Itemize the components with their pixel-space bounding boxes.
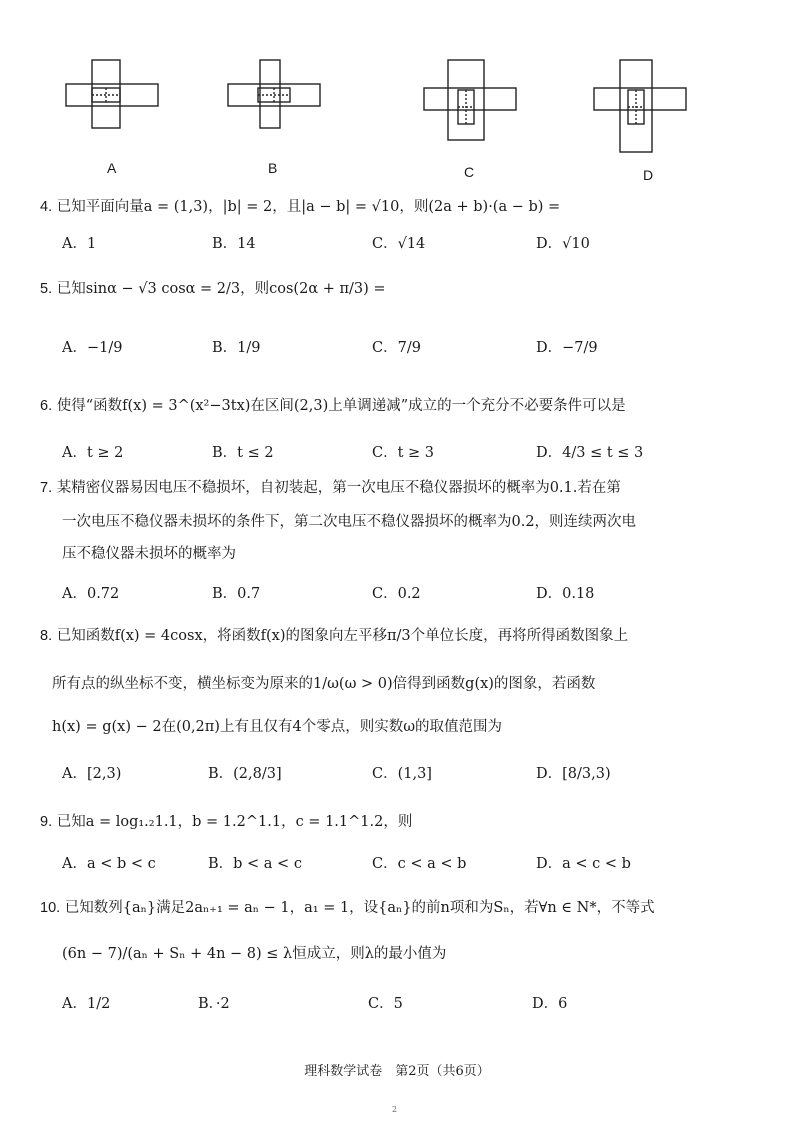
option-b: B．t ≤ 2 <box>212 445 274 461</box>
question-text-line: h(x) = g(x) − 2在(0,2π)上有且仅有4个零点，则实数ω的取值范围为 <box>52 719 503 735</box>
option-d: D．0.18 <box>536 586 595 602</box>
option-c: C．c < a < b <box>372 856 467 872</box>
figure-a <box>62 58 162 130</box>
figure-label: D <box>643 167 654 183</box>
question-text: 已知平面向量a = (1,3)，|b| = 2，且|a − b| = √10，则(2a + b)·(a − b) = <box>56 199 561 215</box>
question-text-line: 所有点的纵坐标不变，横坐标变为原来的1/ω(ω > 0)倍得到函数g(x)的图象，若函数 <box>52 676 596 692</box>
option-a: A．−1/9 <box>62 340 123 356</box>
question-10: 10. 已知数列{aₙ}满足2aₙ₊₁ = aₙ − 1，a₁ = 1，设{aₙ}的前n项和为Sₙ，若∀n ∈ N*，不等式 <box>40 900 655 916</box>
option-d: D．6 <box>532 996 568 1012</box>
figure-label: A <box>107 160 117 176</box>
option-b: B．0.7 <box>212 586 261 602</box>
option-d: D．4/3 ≤ t ≤ 3 <box>536 445 644 461</box>
option-c: C．(1,3] <box>372 766 432 782</box>
question-text-line: 一次电压不稳仪器未损坏的条件下，第二次电压不稳仪器损坏的概率为0.2，则连续两次电 <box>62 514 637 530</box>
question-5: 5. 已知sinα − √3 cosα = 2/3，则cos(2α + π/3) = <box>40 281 386 297</box>
question-text-line: 已知数列{aₙ}满足2aₙ₊₁ = aₙ − 1，a₁ = 1，设{aₙ}的前n项和为Sₙ，若∀n ∈ N*，不等式 <box>64 900 655 916</box>
option-b: B．(2,8/3] <box>208 766 282 782</box>
question-text: 已知sinα − √3 cosα = 2/3，则cos(2α + π/3) = <box>56 281 386 297</box>
question-text-line: 已知函数f(x) = 4cosx，将函数f(x)的图象向左平移π/3个单位长度，再将所得函数图象上 <box>56 628 629 644</box>
figure-b <box>224 58 324 130</box>
option-c: C．7/9 <box>372 340 421 356</box>
option-b: B．b < a < c <box>208 856 302 872</box>
figure-label: B <box>268 160 278 176</box>
option-a: A．t ≥ 2 <box>62 445 124 461</box>
option-b: B．14 <box>212 236 256 252</box>
option-b: B．·2 <box>198 996 230 1012</box>
option-d: D．−7/9 <box>536 340 598 356</box>
page-footer: 理科数学试卷 第2页（共6页） <box>304 1064 490 1079</box>
question-6: 6. 使得“函数f(x) = 3^(x²−3tx)在区间(2,3)上单调递减”成立的一个充分不必要条件可以是 <box>40 398 626 414</box>
question-text-line: 压不稳仪器未损坏的概率为 <box>62 546 236 562</box>
option-a: A．1 <box>62 236 97 252</box>
option-d: D．a < c < b <box>536 856 631 872</box>
question-text-line: (6n − 7)/(aₙ + Sₙ + 4n − 8) ≤ λ恒成立，则λ的最小值为 <box>62 946 447 962</box>
figure-label: C <box>464 164 475 180</box>
option-d: D．[8/3,3) <box>536 766 611 782</box>
figure-d <box>590 58 690 154</box>
option-a: A．[2,3) <box>62 766 122 782</box>
option-d: D．√10 <box>536 236 590 252</box>
option-a: A．1/2 <box>62 996 111 1012</box>
question-text: 使得“函数f(x) = 3^(x²−3tx)在区间(2,3)上单调递减”成立的一个充分不必要条件可以是 <box>56 398 626 414</box>
question-8: 8. 已知函数f(x) = 4cosx，将函数f(x)的图象向左平移π/3个单位长度，再将所得函数图象上 <box>40 628 629 644</box>
option-c: C．5 <box>368 996 403 1012</box>
figure-c <box>420 58 520 142</box>
option-b: B．1/9 <box>212 340 261 356</box>
question-4: 4. 已知平面向量a = (1,3)，|b| = 2，且|a − b| = √10，则(2a + b)·(a − b) = <box>40 199 561 215</box>
question-text: 已知a = log₁.₂1.1，b = 1.2^1.1，c = 1.1^1.2，则 <box>56 814 413 830</box>
question-9: 9. 已知a = log₁.₂1.1，b = 1.2^1.1，c = 1.1^1.2，则 <box>40 814 413 830</box>
option-a: A．0.72 <box>62 586 120 602</box>
question-text-line: 某精密仪器易因电压不稳损坏，自初装起，第一次电压不稳仪器损坏的概率为0.1.若在第 <box>56 480 621 496</box>
option-c: C．0.2 <box>372 586 421 602</box>
question-7: 7. 某精密仪器易因电压不稳损坏，自初装起，第一次电压不稳仪器损坏的概率为0.1.若在第 <box>40 480 621 496</box>
page-number: 2 <box>392 1105 398 1114</box>
option-c: C．t ≥ 3 <box>372 445 435 461</box>
option-a: A．a < b < c <box>62 856 156 872</box>
option-c: C．√14 <box>372 236 426 252</box>
